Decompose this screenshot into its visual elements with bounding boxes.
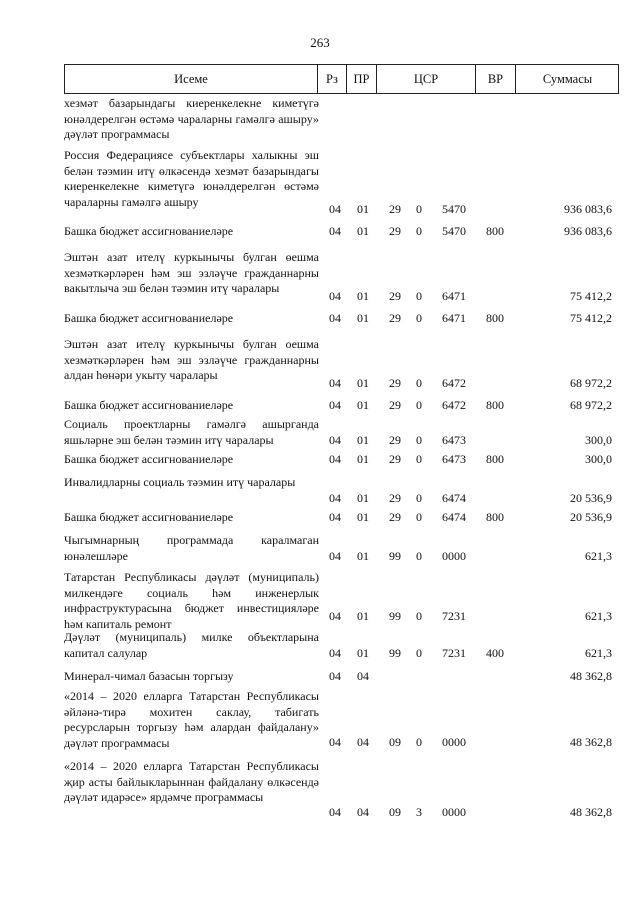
row-csr-2: 0 — [416, 376, 422, 391]
row-csr-1: 29 — [389, 510, 401, 525]
row-sum: 68 972,2 — [570, 376, 612, 391]
table-row — [0, 689, 640, 751]
row-vr: 400 — [486, 646, 504, 661]
header-pr: ПР — [346, 65, 376, 93]
row-csr-1: 29 — [389, 398, 401, 413]
row-sum: 20 536,9 — [570, 510, 612, 525]
row-sum: 48 362,8 — [570, 669, 612, 684]
row-pr: 01 — [357, 433, 369, 448]
row-name: Дәүләт (муниципаль) милке объектларына капитал салулар — [64, 630, 319, 660]
row-name: Социаль проектларны гамәлгә ашырганда яшьләрне эш белән тәэмин итү чаралары — [64, 417, 319, 447]
row-rz: 04 — [329, 805, 341, 820]
row-name: Инвалидларны социаль тәэмин итү чаралары — [64, 475, 296, 489]
row-pr: 01 — [357, 376, 369, 391]
row-rz: 04 — [329, 433, 341, 448]
row-name: Татарстан Республикасы дәүләт (муниципаль) милкендәге социаль һәм инженерлык инфраструктурасына бюджет инвестицияләре һәм капиталь ремонт — [64, 570, 319, 631]
row-name: Башка бюджет ассигнованиеләре — [64, 510, 234, 524]
row-csr-3: 6471 — [442, 289, 466, 304]
row-sum: 68 972,2 — [570, 398, 612, 413]
row-rz: 04 — [329, 510, 341, 525]
row-name: «2014 – 2020 елларга Татарстан Республикасы җир асты байлыкларыннан файдалану өлкәсендә дәүләт идарәсе» ярдәмче программасы — [64, 759, 319, 805]
row-csr-2: 0 — [416, 510, 422, 525]
table-row — [0, 311, 640, 327]
table-row — [0, 96, 640, 143]
row-name: хезмәт базарындагы киеренкелекне киметүгә юнәлдерелгән өстәмә чараларны гамәлгә ашыру» дәүләт программасы — [64, 96, 319, 142]
row-name: Башка бюджет ассигнованиеләре — [64, 398, 234, 412]
row-csr-1: 29 — [389, 491, 401, 506]
row-name: Эштән азат ителү куркынычы булган өешма хезмәткәрләрен һәм эш эзләүче гражданнарны вакытлыча эш белән тәэмин итү чаралары — [64, 250, 319, 296]
row-csr-3: 6471 — [442, 311, 466, 326]
table-row — [0, 759, 640, 821]
row-sum: 20 536,9 — [570, 491, 612, 506]
row-rz: 04 — [329, 735, 341, 750]
row-rz: 04 — [329, 549, 341, 564]
row-sum: 621,3 — [585, 609, 612, 624]
row-rz: 04 — [329, 669, 341, 684]
table-row — [0, 250, 640, 305]
row-rz: 04 — [329, 452, 341, 467]
table-row — [0, 669, 640, 685]
row-csr-2: 0 — [416, 311, 422, 326]
row-csr-2: 0 — [416, 224, 422, 239]
header-name: Исеме — [174, 72, 208, 86]
row-sum: 48 362,8 — [570, 735, 612, 750]
row-csr-2: 3 — [416, 805, 422, 820]
row-sum: 621,3 — [585, 646, 612, 661]
row-rz: 04 — [329, 202, 341, 217]
row-csr-2: 0 — [416, 646, 422, 661]
row-csr-1: 29 — [389, 311, 401, 326]
row-csr-2: 0 — [416, 609, 422, 624]
row-sum: 621,3 — [585, 549, 612, 564]
row-sum: 300,0 — [585, 452, 612, 467]
row-csr-3: 7231 — [442, 646, 466, 661]
row-csr-1: 29 — [389, 433, 401, 448]
row-csr-2: 0 — [416, 452, 422, 467]
row-csr-1: 29 — [389, 202, 401, 217]
table-row — [0, 398, 640, 414]
table-row — [0, 510, 640, 526]
row-csr-3: 5470 — [442, 224, 466, 239]
row-sum: 936 083,6 — [564, 224, 612, 239]
row-csr-2: 0 — [416, 735, 422, 750]
row-pr: 01 — [357, 510, 369, 525]
row-pr: 01 — [357, 452, 369, 467]
row-csr-3: 6474 — [442, 491, 466, 506]
row-name: Чыгымнарның программада каралмаган юнәлешләре — [64, 533, 319, 563]
row-csr-3: 5470 — [442, 202, 466, 217]
page-number: 263 — [310, 35, 330, 50]
row-rz: 04 — [329, 491, 341, 506]
row-csr-3: 6474 — [442, 510, 466, 525]
row-sum: 75 412,2 — [570, 289, 612, 304]
row-sum: 75 412,2 — [570, 311, 612, 326]
row-csr-2: 0 — [416, 549, 422, 564]
row-pr: 01 — [357, 202, 369, 217]
row-csr-2: 0 — [416, 202, 422, 217]
row-sum: 936 083,6 — [564, 202, 612, 217]
row-vr: 800 — [486, 510, 504, 525]
row-csr-3: 0000 — [442, 735, 466, 750]
row-vr: 800 — [486, 398, 504, 413]
row-pr: 01 — [357, 289, 369, 304]
table-row — [0, 224, 640, 240]
table-row — [0, 148, 640, 218]
row-vr: 800 — [486, 224, 504, 239]
row-csr-3: 7231 — [442, 609, 466, 624]
row-sum: 300,0 — [585, 433, 612, 448]
row-csr-1: 99 — [389, 609, 401, 624]
row-pr: 01 — [357, 491, 369, 506]
row-csr-1: 29 — [389, 376, 401, 391]
row-rz: 04 — [329, 646, 341, 661]
row-pr: 01 — [357, 609, 369, 624]
row-rz: 04 — [329, 311, 341, 326]
row-csr-2: 0 — [416, 491, 422, 506]
row-rz: 04 — [329, 609, 341, 624]
row-sum: 48 362,8 — [570, 805, 612, 820]
table-row — [0, 475, 640, 507]
row-csr-1: 29 — [389, 452, 401, 467]
row-pr: 04 — [357, 669, 369, 684]
row-name: «2014 – 2020 елларга Татарстан Республикасы әйләнә-тирә мохитен саклау, табигать ресурсларын торгызу һәм алардан файдалану» дәүләт программасы — [64, 689, 319, 750]
row-csr-1: 99 — [389, 646, 401, 661]
row-csr-3: 6473 — [442, 433, 466, 448]
row-pr: 01 — [357, 549, 369, 564]
row-pr: 01 — [357, 398, 369, 413]
header-vr: ВР — [475, 65, 515, 93]
row-pr: 04 — [357, 805, 369, 820]
row-name: Башка бюджет ассигнованиеләре — [64, 224, 234, 238]
row-csr-3: 6473 — [442, 452, 466, 467]
table-row — [0, 337, 640, 392]
header-sum: Суммасы — [515, 65, 619, 93]
row-csr-2: 0 — [416, 289, 422, 304]
row-csr-3: 6472 — [442, 398, 466, 413]
row-csr-1: 09 — [389, 805, 401, 820]
row-rz: 04 — [329, 289, 341, 304]
row-name: Эштән азат ителү куркынычы булган оешма хезмәткәрләрен һәм эш эзләүче гражданнарны алдан һөнәри укыту чаралары — [64, 337, 319, 383]
row-csr-1: 09 — [389, 735, 401, 750]
row-rz: 04 — [329, 376, 341, 391]
row-csr-1: 29 — [389, 224, 401, 239]
row-name: Башка бюджет ассигнованиеләре — [64, 452, 234, 466]
row-csr-3: 0000 — [442, 549, 466, 564]
row-vr: 800 — [486, 452, 504, 467]
row-rz: 04 — [329, 398, 341, 413]
row-csr-3: 6472 — [442, 376, 466, 391]
row-csr-3: 0000 — [442, 805, 466, 820]
row-rz: 04 — [329, 224, 341, 239]
row-name: Башка бюджет ассигнованиеләре — [64, 311, 234, 325]
table-row — [0, 533, 640, 565]
header-rz: Рз — [317, 65, 346, 93]
table-row — [0, 452, 640, 468]
row-csr-2: 0 — [416, 433, 422, 448]
table-row — [0, 570, 640, 631]
table-row — [0, 630, 640, 662]
header-csr: ЦСР — [376, 65, 475, 93]
row-name: Россия Федерациясе субъектлары халыкны эш белән тәэмин итү өлкәсендә хезмәт базарындагы киеренкелекне киметүгә юнәлдерелгән өстәмә чараларны гамәлгә ашыру — [64, 148, 319, 209]
row-pr: 01 — [357, 646, 369, 661]
table-header — [64, 64, 619, 94]
row-csr-1: 29 — [389, 289, 401, 304]
row-vr: 800 — [486, 311, 504, 326]
row-pr: 01 — [357, 311, 369, 326]
row-pr: 04 — [357, 735, 369, 750]
table-row — [0, 417, 640, 449]
row-csr-2: 0 — [416, 398, 422, 413]
row-pr: 01 — [357, 224, 369, 239]
row-csr-1: 99 — [389, 549, 401, 564]
row-name: Минерал-чимал базасын торгызу — [64, 669, 234, 683]
